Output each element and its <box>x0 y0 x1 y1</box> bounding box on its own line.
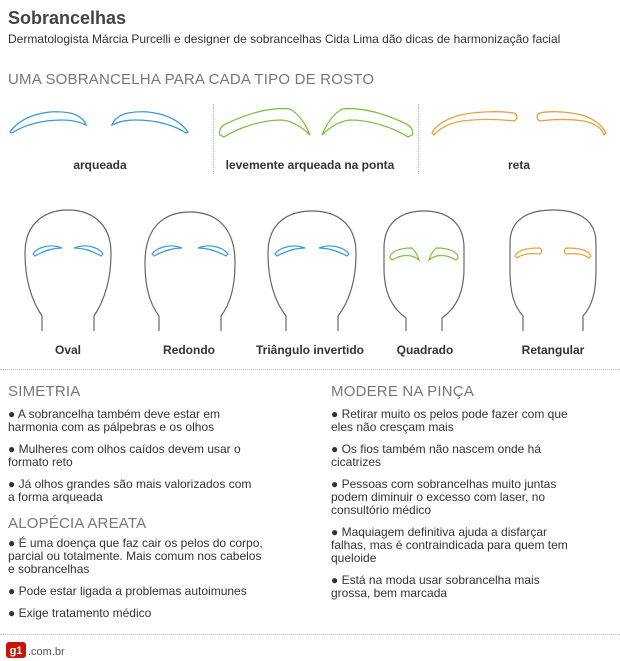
brow-arqueada-left <box>10 112 86 133</box>
face-label-oval: Oval <box>54 343 81 357</box>
pinca-list <box>331 408 581 609</box>
brow-arqueada-right <box>112 112 188 133</box>
brow-section-heading: UMA SOBRANCELHA PARA CADA TIPO DE ROSTO <box>8 71 375 88</box>
brow-label-levemente: levemente arqueada na ponta <box>225 158 395 172</box>
list-item: ● Maquiagem definitiva ajuda a disfarçar falhas, mas é contraindicada para quem tem queloide <box>331 525 568 565</box>
footer-divider <box>0 634 620 635</box>
simetria-list <box>8 408 258 513</box>
list-item: ● Mulheres com olhos caídos devem usar o formato reto <box>8 442 241 469</box>
face-oval <box>25 210 111 331</box>
alopecia-list <box>8 537 268 629</box>
face-triangulo <box>268 211 356 331</box>
list-item: ● É uma doença que faz cair os pelos do corpo, parcial ou totalmente. Mais comum nos cabelos e sobrancelhas <box>8 536 263 576</box>
footer-domain: .com.br <box>28 646 65 658</box>
face-retangular <box>510 210 596 331</box>
face-label-retangular: Retangular <box>521 343 585 357</box>
list-item: ● A sobrancelha também deve estar em harmonia com as pálpebras e os olhos <box>8 407 221 434</box>
brow-reta-left <box>432 112 517 135</box>
face-quadrado <box>384 211 464 331</box>
face-label-redondo: Redondo <box>163 343 215 357</box>
brow-levemente-right <box>322 109 413 137</box>
simetria-heading: SIMETRIA <box>8 383 81 400</box>
alopecia-heading: ALOPÉCIA AREATA <box>8 515 147 532</box>
face-label-triangulo: Triângulo invertido <box>255 343 364 357</box>
list-item: ● Exige tratamento médico <box>8 606 152 620</box>
brow-levemente-left <box>219 109 310 137</box>
g1-logo-icon <box>6 642 26 658</box>
list-item: ● Está na moda usar sobrancelha mais grossa, bem marcada <box>331 573 540 600</box>
face-redondo <box>145 212 235 331</box>
svg-text:g1: g1 <box>9 645 23 657</box>
face-shapes-illustration <box>0 208 620 338</box>
brow-label-reta: reta <box>507 158 530 172</box>
list-item: ● Retirar muito os pelos pode fazer com que eles não cresçam mais <box>331 407 568 434</box>
list-item: ● Pessoas com sobrancelhas muito juntas podem diminuir o excesso com laser, no consultório médico <box>331 477 557 517</box>
page-subtitle: Dermatologista Márcia Purcelli e designer de sobrancelhas Cida Lima dão dicas de harmonização facial <box>8 32 561 46</box>
brow-label-arqueada: arqueada <box>73 158 127 172</box>
section-divider <box>0 369 620 370</box>
brow-reta-right <box>537 112 606 135</box>
list-item: ● Pode estar ligada a problemas autoimunes <box>8 584 247 598</box>
pinca-heading: MODERE NA PINÇA <box>331 383 475 400</box>
face-label-quadrado: Quadrado <box>396 343 454 357</box>
page-title: Sobrancelhas <box>8 8 127 28</box>
list-item: ● Já olhos grandes são mais valorizados com a forma arqueada <box>8 477 252 504</box>
list-item: ● Os fios também não nascem onde há cicatrizes <box>331 442 542 469</box>
